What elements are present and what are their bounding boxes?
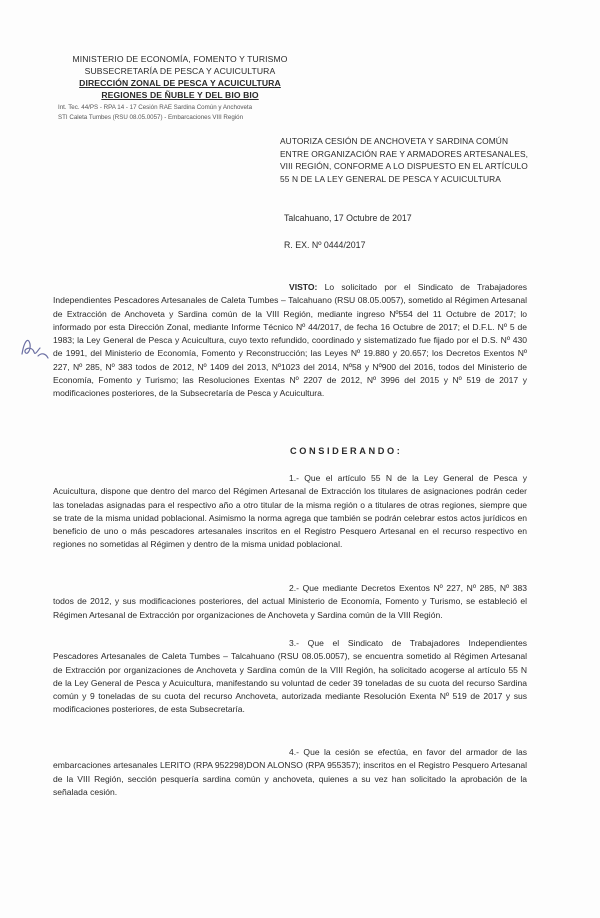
subsecretariat-name: SUBSECRETARÍA DE PESCA Y ACUICULTURA bbox=[84, 66, 276, 76]
visto-label: VISTO: bbox=[289, 282, 318, 292]
reference-line: STI Caleta Tumbes (RSU 08.05.0057) - Embarcaciones VIII Región bbox=[58, 114, 244, 121]
resolution-title bbox=[280, 135, 529, 185]
considerando-item: 1.- Que el artículo 55 N de la Ley General de Pesca y Acuicultura, dispone que dentro del marco del Régimen Artesanal de Extracción los titulares de asignaciones podrán ceder las toneladas asignadas para el respectivo año a otro titular de la misma región o a titulares de otras regiones, siempre que se trate de la misma unidad poblacional. Asimismo la norma agrega que también se podrán celebrar estos actos jurídicos en beneficio de uno o más pescadores artesanales inscritos en el Registro Pesquero Artesanal en el recurso respectivo en regiones no sometidas al Régimen y dentro de la misma unidad poblacional. bbox=[53, 473, 527, 550]
zonal-directorate-name: DIRECCIÓN ZONAL DE PESCA Y ACUICULTURA bbox=[79, 78, 281, 88]
handwritten-initials-mark bbox=[18, 332, 52, 362]
title-line: VIII REGIÓN, CONFORME A LO DISPUESTO EN EL ARTÍCULO bbox=[280, 161, 528, 172]
considerando-item: 3.- Que el Sindicato de Trabajadores Independientes Pescadores Artesanales de Caleta Tumbes – Talcahuano (RSU 08.05.0057), se encuentra sometido al Régimen Artesanal de Extracción por organizaciones de Anchoveta y Sardina común de la VIII Región, ha solicitado acogerse al artículo 55 N de la Ley General de Pesca y Acuicultura, manifestando su voluntad de ceder 39 toneladas de su cuota del recurso Sardina común y 9 toneladas de su cuota del recurso Anchoveta, autorizada mediante Resolución Exenta Nº 519 de 2017 y sus modificaciones posteriores, de esta Subsecretaría. bbox=[53, 638, 527, 715]
resolution-number: R. EX. Nº 0444/2017 bbox=[284, 240, 366, 250]
title-line: ENTRE ORGANIZACIÓN RAE Y ARMADORES ARTESANALES, bbox=[280, 148, 529, 159]
considerando-heading: CONSIDERANDO: bbox=[290, 446, 403, 456]
considerando-item: 4.- Que la cesión se efectúa, en favor del armador de las embarcaciones artesanales LERITO (RPA 952298)DON ALONSO (RPA 955357); inscritos en el Registro Pesquero Artesanal de la VIII Región, sección pesquería sardina común y anchoveta, quienes a su vez han solicitado la aprobación de la señalada cesión. bbox=[53, 747, 527, 797]
ministry-name: MINISTERIO DE ECONOMÍA, FOMENTO Y TURISMO bbox=[72, 54, 288, 64]
visto-text: Lo solicitado por el Sindicato de Trabajadores Independientes Pescadores Artesanales de Caleta Tumbes – Talcahuano (RSU 08.05.0057), sometido al Régimen Artesanal de Extracción de Anchoveta y Sardina común de la VIII Región, mediante ingreso Nº554 del 11 Octubre de 2017; lo informado por esta Dirección Zonal, mediante Informe Técnico Nº 44/2017, de fecha 16 Octubre de 2017; el D.F.L. Nº 5 de 1983; la Ley General de Pesca y Acuicultura, cuyo texto refundido, coordinado y sistematizado fue fijado por el D.S. Nº 430 de 1991, del Ministerio de Economía, Fomento y Reconstrucción; las Leyes Nº 19.880 y 20.657; los Decretos Exentos Nº 227, Nº 285, Nº 383 todos de 2012, Nº 1409 del 2013, Nº1023 del 2014, Nº58 y Nº900 del 2016, todos del Ministerio de Economía, Fomento y Turismo; las Resoluciones Exentas Nº 2207 de 2012, Nº 3996 del 2015 y Nº 519 de 2017 y modificaciones posteriores, de la Subsecretaría de Pesca y Acuicultura. bbox=[53, 282, 527, 399]
file-reference bbox=[58, 103, 252, 123]
considerando-item: 2.- Que mediante Decretos Exentos Nº 227, Nº 285, Nº 383 todos de 2012, y sus modificaciones posteriores, del actual Ministerio de Economía, Fomento y Turismo, se estableció el Régimen Artesanal de Extracción por organizaciones de Anchoveta y Sardina común de la VIII Región. bbox=[53, 583, 527, 620]
letterhead bbox=[60, 53, 300, 101]
title-line: AUTORIZA CESIÓN DE ANCHOVETA Y SARDINA COMÚN bbox=[280, 136, 509, 146]
visto-paragraph bbox=[53, 281, 527, 401]
title-line: 55 N DE LA LEY GENERAL DE PESCA Y ACUICULTURA bbox=[280, 173, 501, 184]
regions-name: REGIONES DE ÑUBLE Y DEL BIO BIO bbox=[101, 90, 259, 100]
reference-line: Int. Tec. 44/PS - RPA 14 - 17 Cesión RAE Sardina Común y Anchoveta bbox=[58, 104, 253, 111]
document-date: Talcahuano, 17 Octubre de 2017 bbox=[284, 213, 412, 223]
